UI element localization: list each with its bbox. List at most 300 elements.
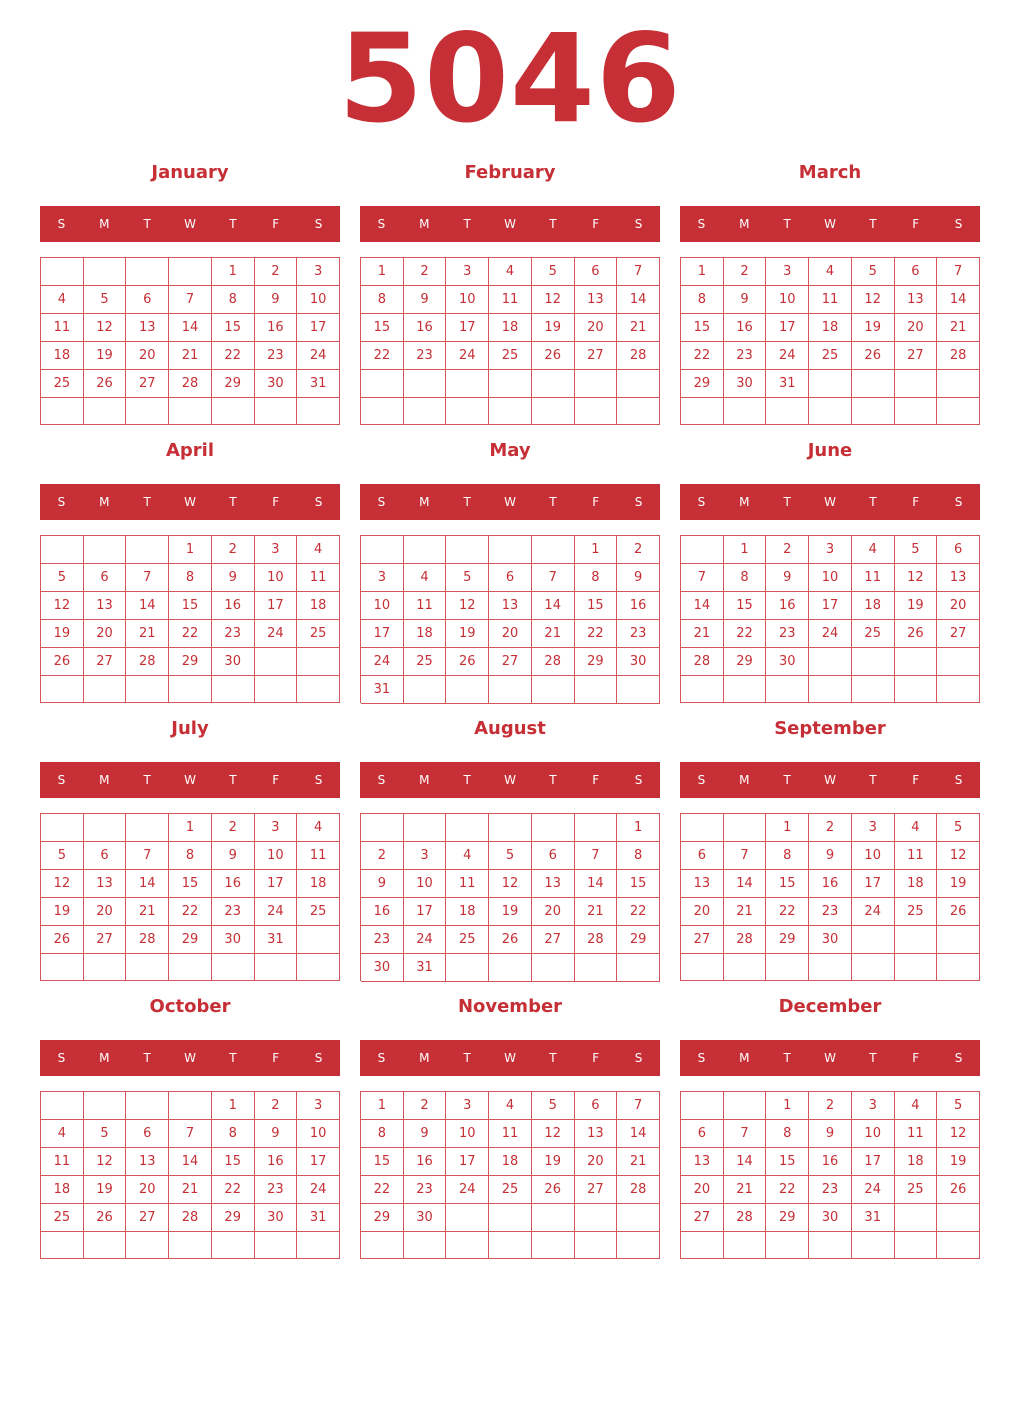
month-block-january	[40, 161, 340, 431]
empty-day-cell	[895, 370, 938, 398]
weekday-label: M	[739, 773, 750, 787]
day-cell: 26	[84, 1204, 127, 1232]
weekday-label: T	[463, 1051, 471, 1065]
day-cell: 30	[361, 954, 404, 982]
day-cell: 18	[852, 592, 895, 620]
day-cell: 12	[41, 870, 84, 898]
weekday-label: W	[504, 495, 516, 509]
day-cell: 22	[169, 620, 212, 648]
day-cell: 13	[126, 1148, 169, 1176]
weekday-label: M	[739, 217, 750, 231]
empty-day-cell	[937, 648, 980, 676]
day-cell: 21	[575, 898, 618, 926]
day-cell: 1	[681, 258, 724, 286]
day-cell: 13	[681, 1148, 724, 1176]
weekday-label: W	[184, 217, 196, 231]
weekday-label: F	[912, 217, 920, 231]
day-cell: 14	[169, 1148, 212, 1176]
day-cell: 14	[575, 870, 618, 898]
day-cell: 2	[361, 842, 404, 870]
day-cell: 28	[617, 1176, 660, 1204]
empty-day-cell	[446, 1204, 489, 1232]
month-title: September	[774, 718, 886, 739]
day-cell: 6	[489, 564, 532, 592]
day-cell: 31	[255, 926, 298, 954]
day-cell: 27	[895, 342, 938, 370]
empty-day-cell	[766, 1232, 809, 1259]
day-cell: 16	[255, 1148, 298, 1176]
empty-day-cell	[255, 1232, 298, 1259]
empty-day-cell	[809, 648, 852, 676]
weekday-label: S	[697, 495, 706, 509]
day-cell: 16	[617, 592, 660, 620]
weekday-label: T	[783, 217, 791, 231]
empty-day-cell	[617, 370, 660, 398]
empty-day-cell	[126, 676, 169, 703]
day-cell: 15	[212, 1148, 255, 1176]
empty-day-cell	[41, 258, 84, 286]
day-cell: 16	[724, 314, 767, 342]
day-cell: 13	[895, 286, 938, 314]
empty-day-cell	[404, 1232, 447, 1259]
day-cell: 23	[809, 1176, 852, 1204]
day-cell: 1	[766, 814, 809, 842]
day-grid	[680, 535, 980, 703]
empty-day-cell	[255, 648, 298, 676]
day-cell: 9	[212, 564, 255, 592]
empty-day-cell	[404, 676, 447, 704]
day-cell: 6	[575, 258, 618, 286]
day-cell: 7	[169, 286, 212, 314]
day-cell: 3	[446, 258, 489, 286]
day-cell: 29	[766, 1204, 809, 1232]
day-cell: 25	[809, 342, 852, 370]
day-cell: 18	[895, 1148, 938, 1176]
day-cell: 10	[297, 286, 340, 314]
weekday-label: S	[697, 773, 706, 787]
day-cell: 22	[361, 342, 404, 370]
empty-day-cell	[895, 926, 938, 954]
day-cell: 8	[575, 564, 618, 592]
day-cell: 28	[617, 342, 660, 370]
empty-day-cell	[809, 370, 852, 398]
empty-day-cell	[895, 1204, 938, 1232]
empty-day-cell	[617, 398, 660, 426]
day-cell: 6	[84, 564, 127, 592]
day-cell: 7	[126, 564, 169, 592]
day-cell: 5	[937, 814, 980, 842]
month-title: August	[474, 718, 546, 739]
day-cell: 17	[852, 870, 895, 898]
weekday-header	[680, 484, 980, 520]
day-cell: 12	[532, 286, 575, 314]
day-cell: 23	[361, 926, 404, 954]
day-cell: 4	[41, 1120, 84, 1148]
day-cell: 6	[126, 1120, 169, 1148]
day-cell: 2	[404, 1092, 447, 1120]
weekday-label: S	[57, 495, 66, 509]
empty-day-cell	[169, 1092, 212, 1120]
day-cell: 28	[724, 926, 767, 954]
day-cell: 10	[852, 842, 895, 870]
day-cell: 31	[766, 370, 809, 398]
empty-day-cell	[895, 648, 938, 676]
day-cell: 7	[617, 1092, 660, 1120]
weekday-label: T	[463, 495, 471, 509]
empty-day-cell	[126, 536, 169, 564]
empty-day-cell	[446, 954, 489, 982]
weekday-label: W	[824, 773, 836, 787]
day-cell: 27	[532, 926, 575, 954]
weekday-label: M	[419, 1051, 430, 1065]
empty-day-cell	[361, 370, 404, 398]
day-cell: 28	[575, 926, 618, 954]
month-title: January	[151, 162, 229, 183]
day-cell: 24	[809, 620, 852, 648]
day-cell: 16	[404, 1148, 447, 1176]
empty-day-cell	[724, 814, 767, 842]
day-cell: 26	[41, 648, 84, 676]
weekday-label: M	[739, 495, 750, 509]
weekday-label: S	[634, 1051, 643, 1065]
weekday-label: S	[57, 217, 66, 231]
day-grid	[680, 1091, 980, 1259]
empty-day-cell	[297, 676, 340, 703]
empty-day-cell	[724, 1092, 767, 1120]
day-cell: 25	[404, 648, 447, 676]
empty-day-cell	[404, 398, 447, 426]
day-cell: 6	[937, 536, 980, 564]
day-cell: 25	[446, 926, 489, 954]
day-cell: 22	[766, 898, 809, 926]
empty-day-cell	[681, 1232, 724, 1259]
empty-day-cell	[169, 676, 212, 703]
day-cell: 11	[404, 592, 447, 620]
weekday-label: F	[272, 1051, 280, 1065]
weekday-label: W	[824, 217, 836, 231]
day-cell: 3	[297, 1092, 340, 1120]
day-cell: 13	[937, 564, 980, 592]
month-title: March	[798, 162, 862, 183]
day-cell: 19	[84, 342, 127, 370]
empty-day-cell	[575, 1204, 618, 1232]
day-cell: 10	[255, 842, 298, 870]
day-cell: 8	[212, 286, 255, 314]
day-cell: 14	[617, 286, 660, 314]
weekday-label: S	[954, 773, 963, 787]
day-cell: 2	[724, 258, 767, 286]
empty-day-cell	[532, 1232, 575, 1259]
weekday-header	[40, 484, 340, 520]
empty-day-cell	[169, 954, 212, 981]
weekday-label: T	[783, 1051, 791, 1065]
day-cell: 18	[446, 898, 489, 926]
day-cell: 3	[446, 1092, 489, 1120]
day-cell: 25	[297, 620, 340, 648]
weekday-label: W	[504, 1051, 516, 1065]
day-cell: 4	[41, 286, 84, 314]
day-cell: 3	[809, 536, 852, 564]
day-cell: 31	[852, 1204, 895, 1232]
weekday-label: T	[549, 495, 557, 509]
empty-day-cell	[532, 370, 575, 398]
day-cell: 12	[852, 286, 895, 314]
day-grid	[360, 813, 660, 981]
weekday-label: T	[549, 217, 557, 231]
month-block-september	[680, 717, 980, 987]
day-cell: 15	[361, 314, 404, 342]
weekday-label: S	[954, 217, 963, 231]
day-grid	[40, 813, 340, 981]
day-cell: 21	[617, 314, 660, 342]
day-cell: 24	[404, 926, 447, 954]
empty-day-cell	[489, 954, 532, 982]
day-cell: 1	[361, 258, 404, 286]
day-cell: 25	[41, 1204, 84, 1232]
day-cell: 3	[255, 814, 298, 842]
day-cell: 17	[766, 314, 809, 342]
day-cell: 18	[489, 314, 532, 342]
day-cell: 2	[404, 258, 447, 286]
day-cell: 5	[446, 564, 489, 592]
day-cell: 13	[84, 592, 127, 620]
day-cell: 26	[446, 648, 489, 676]
weekday-label: F	[272, 495, 280, 509]
day-cell: 13	[489, 592, 532, 620]
day-cell: 6	[895, 258, 938, 286]
day-cell: 28	[169, 1204, 212, 1232]
day-cell: 3	[297, 258, 340, 286]
day-cell: 7	[937, 258, 980, 286]
day-cell: 15	[681, 314, 724, 342]
day-cell: 27	[937, 620, 980, 648]
day-cell: 6	[575, 1092, 618, 1120]
day-cell: 2	[212, 536, 255, 564]
day-cell: 29	[361, 1204, 404, 1232]
day-cell: 2	[212, 814, 255, 842]
day-cell: 28	[169, 370, 212, 398]
empty-day-cell	[895, 1232, 938, 1259]
day-cell: 27	[575, 1176, 618, 1204]
day-cell: 1	[212, 258, 255, 286]
empty-day-cell	[126, 1092, 169, 1120]
weekday-label: S	[57, 773, 66, 787]
weekday-label: T	[229, 495, 237, 509]
empty-day-cell	[404, 536, 447, 564]
day-cell: 5	[41, 564, 84, 592]
day-cell: 13	[126, 314, 169, 342]
day-cell: 22	[617, 898, 660, 926]
day-cell: 14	[724, 1148, 767, 1176]
day-cell: 18	[41, 342, 84, 370]
day-cell: 15	[766, 870, 809, 898]
day-cell: 13	[575, 286, 618, 314]
weekday-label: M	[99, 773, 110, 787]
empty-day-cell	[852, 926, 895, 954]
day-cell: 13	[532, 870, 575, 898]
day-cell: 1	[617, 814, 660, 842]
day-cell: 27	[126, 370, 169, 398]
day-cell: 21	[724, 1176, 767, 1204]
day-cell: 15	[212, 314, 255, 342]
day-cell: 28	[681, 648, 724, 676]
empty-day-cell	[937, 954, 980, 981]
day-cell: 26	[852, 342, 895, 370]
day-cell: 31	[404, 954, 447, 982]
day-cell: 9	[404, 1120, 447, 1148]
empty-day-cell	[532, 954, 575, 982]
empty-day-cell	[212, 954, 255, 981]
day-cell: 23	[766, 620, 809, 648]
day-cell: 11	[895, 1120, 938, 1148]
day-cell: 10	[446, 286, 489, 314]
day-cell: 31	[297, 370, 340, 398]
day-cell: 26	[532, 1176, 575, 1204]
day-cell: 12	[84, 314, 127, 342]
day-cell: 20	[126, 1176, 169, 1204]
day-cell: 8	[766, 842, 809, 870]
day-cell: 11	[446, 870, 489, 898]
day-cell: 3	[852, 1092, 895, 1120]
empty-day-cell	[169, 1232, 212, 1259]
empty-day-cell	[617, 676, 660, 704]
weekday-label: M	[419, 495, 430, 509]
day-cell: 10	[809, 564, 852, 592]
day-cell: 18	[297, 870, 340, 898]
empty-day-cell	[937, 398, 980, 425]
day-cell: 26	[895, 620, 938, 648]
empty-day-cell	[617, 954, 660, 982]
weekday-label: T	[783, 495, 791, 509]
empty-day-cell	[895, 398, 938, 425]
day-cell: 10	[361, 592, 404, 620]
day-cell: 14	[681, 592, 724, 620]
weekday-label: S	[377, 495, 386, 509]
day-cell: 7	[126, 842, 169, 870]
weekday-label: F	[272, 217, 280, 231]
day-cell: 29	[575, 648, 618, 676]
empty-day-cell	[852, 648, 895, 676]
day-cell: 9	[361, 870, 404, 898]
day-cell: 23	[212, 620, 255, 648]
empty-day-cell	[681, 536, 724, 564]
empty-day-cell	[255, 676, 298, 703]
empty-day-cell	[575, 1232, 618, 1259]
empty-day-cell	[126, 954, 169, 981]
weekday-label: S	[314, 1051, 323, 1065]
day-cell: 15	[169, 592, 212, 620]
day-cell: 14	[532, 592, 575, 620]
day-cell: 9	[809, 1120, 852, 1148]
day-cell: 30	[404, 1204, 447, 1232]
weekday-label: S	[954, 1051, 963, 1065]
empty-day-cell	[809, 398, 852, 425]
day-cell: 31	[361, 676, 404, 704]
day-cell: 21	[169, 342, 212, 370]
empty-day-cell	[532, 676, 575, 704]
day-cell: 29	[681, 370, 724, 398]
day-cell: 11	[489, 1120, 532, 1148]
day-cell: 19	[41, 898, 84, 926]
day-cell: 7	[575, 842, 618, 870]
weekday-header	[40, 1040, 340, 1076]
month-block-december	[680, 995, 980, 1265]
day-cell: 21	[681, 620, 724, 648]
weekday-label: S	[377, 217, 386, 231]
day-cell: 2	[617, 536, 660, 564]
empty-day-cell	[852, 370, 895, 398]
day-cell: 7	[169, 1120, 212, 1148]
day-cell: 14	[617, 1120, 660, 1148]
empty-day-cell	[766, 398, 809, 425]
month-block-may	[360, 439, 660, 709]
day-grid	[360, 535, 660, 703]
empty-day-cell	[724, 954, 767, 981]
day-cell: 6	[532, 842, 575, 870]
day-cell: 16	[212, 592, 255, 620]
day-cell: 26	[532, 342, 575, 370]
day-cell: 30	[212, 648, 255, 676]
weekday-label: M	[419, 217, 430, 231]
day-cell: 29	[617, 926, 660, 954]
day-cell: 21	[617, 1148, 660, 1176]
day-cell: 20	[937, 592, 980, 620]
day-cell: 22	[766, 1176, 809, 1204]
day-cell: 24	[361, 648, 404, 676]
empty-day-cell	[212, 1232, 255, 1259]
day-cell: 29	[766, 926, 809, 954]
weekday-label: T	[869, 1051, 877, 1065]
empty-day-cell	[575, 814, 618, 842]
day-cell: 20	[84, 898, 127, 926]
day-cell: 27	[84, 926, 127, 954]
empty-day-cell	[126, 258, 169, 286]
day-cell: 17	[297, 1148, 340, 1176]
weekday-label: F	[592, 1051, 600, 1065]
day-cell: 14	[126, 870, 169, 898]
weekday-label: T	[229, 217, 237, 231]
day-cell: 19	[937, 870, 980, 898]
day-cell: 3	[852, 814, 895, 842]
day-cell: 29	[212, 1204, 255, 1232]
weekday-label: T	[463, 217, 471, 231]
day-cell: 14	[937, 286, 980, 314]
empty-day-cell	[41, 676, 84, 703]
day-cell: 4	[895, 814, 938, 842]
weekday-header	[360, 1040, 660, 1076]
day-cell: 4	[446, 842, 489, 870]
weekday-label: T	[143, 495, 151, 509]
empty-day-cell	[297, 954, 340, 981]
empty-day-cell	[297, 648, 340, 676]
day-cell: 15	[361, 1148, 404, 1176]
day-cell: 19	[532, 1148, 575, 1176]
day-cell: 19	[489, 898, 532, 926]
day-cell: 20	[126, 342, 169, 370]
day-cell: 13	[84, 870, 127, 898]
empty-day-cell	[681, 1092, 724, 1120]
day-cell: 23	[809, 898, 852, 926]
month-title: February	[464, 162, 556, 183]
day-cell: 31	[297, 1204, 340, 1232]
day-cell: 1	[169, 536, 212, 564]
empty-day-cell	[681, 398, 724, 425]
empty-day-cell	[169, 398, 212, 425]
day-cell: 25	[297, 898, 340, 926]
day-cell: 18	[297, 592, 340, 620]
day-cell: 3	[361, 564, 404, 592]
weekday-label: S	[634, 773, 643, 787]
